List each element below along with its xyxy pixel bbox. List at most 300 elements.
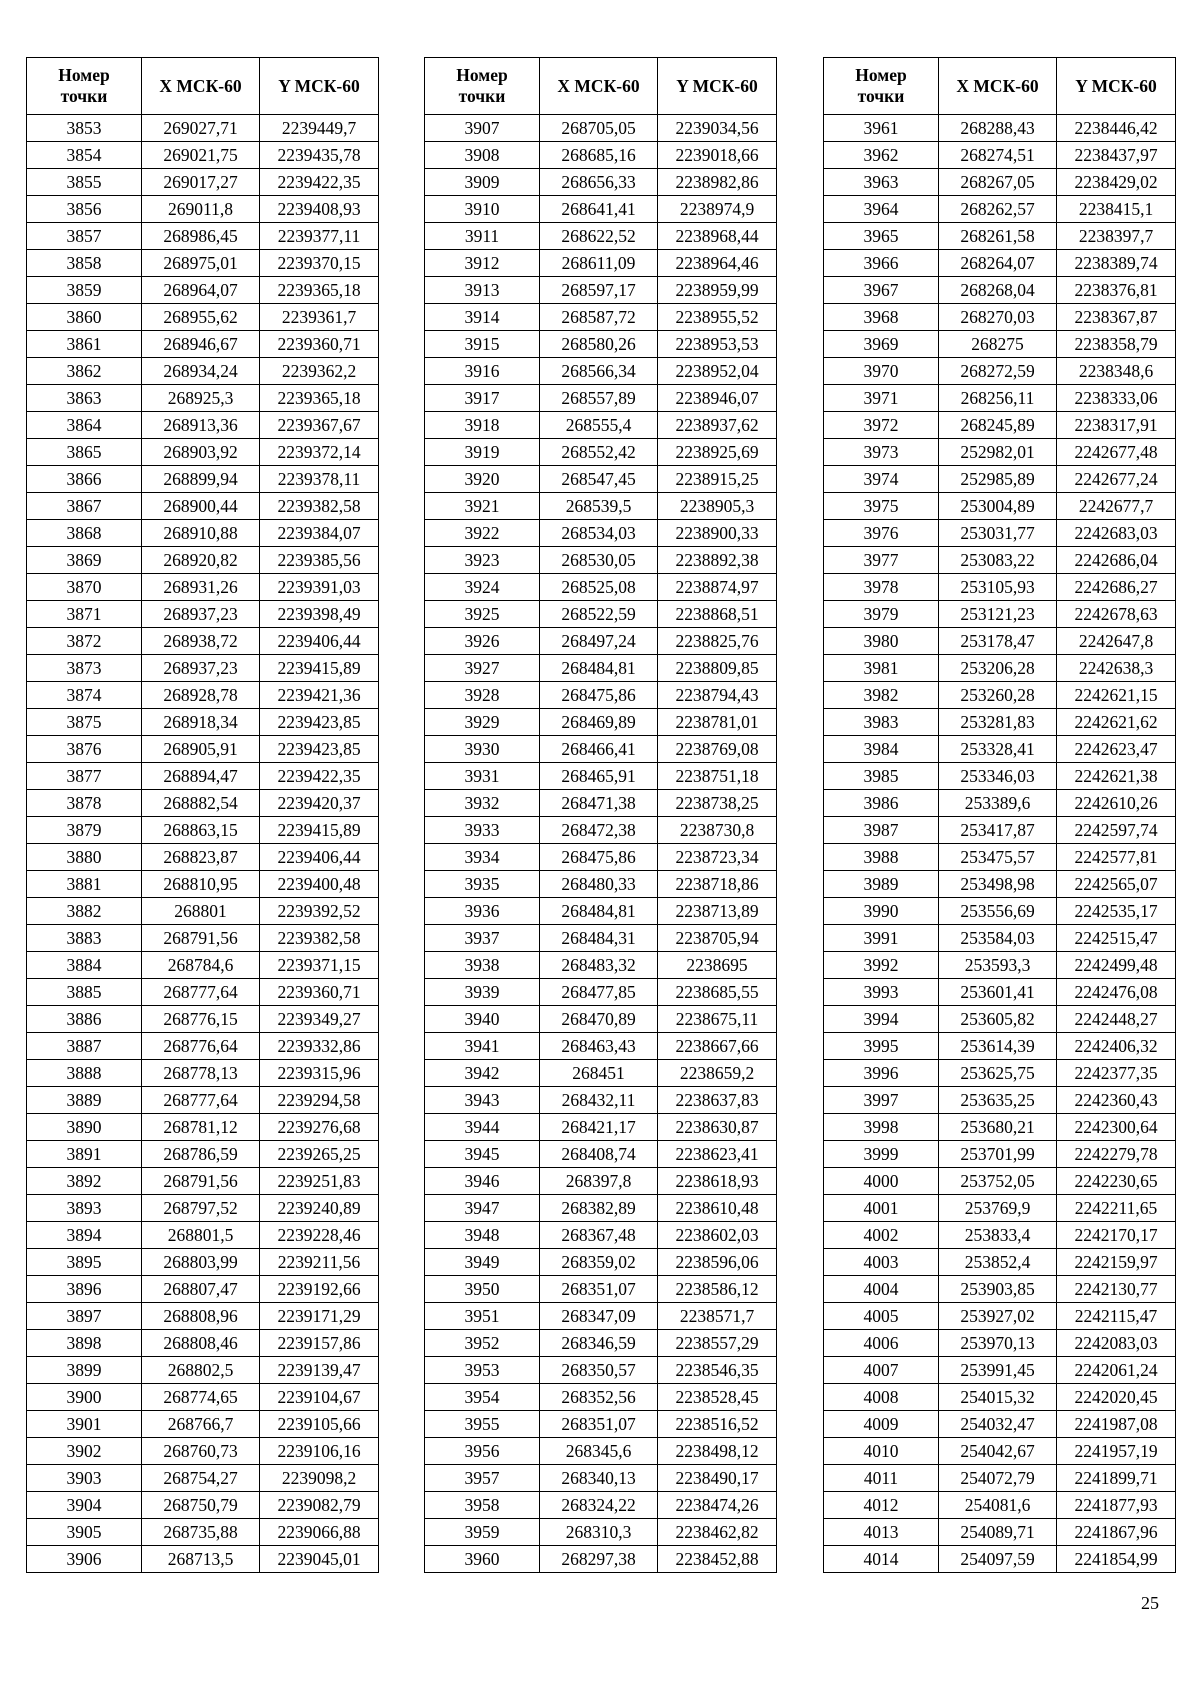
y-coordinate-cell: 2239294,58 [260,1087,379,1114]
table-row [425,1330,777,1357]
table-row [27,736,379,763]
y-coordinate-cell: 2238905,3 [658,493,777,520]
x-coordinate-cell: 268272,59 [939,358,1057,385]
point-number-header: Номер точки [425,58,540,115]
point-number-cell: 3872 [27,628,142,655]
x-coordinate-cell: 268791,56 [142,925,260,952]
table-row [824,466,1176,493]
table-row [824,1465,1176,1492]
y-coordinate-cell: 2239265,25 [260,1141,379,1168]
point-number-cell: 3947 [425,1195,540,1222]
point-number-cell: 3946 [425,1168,540,1195]
y-coordinate-cell: 2239082,79 [260,1492,379,1519]
x-coordinate-cell: 253328,41 [939,736,1057,763]
table-row [425,115,777,142]
table-row [824,250,1176,277]
y-coordinate-cell: 2242647,8 [1057,628,1176,655]
table-row [425,304,777,331]
table-row [824,925,1176,952]
y-coordinate-cell: 2239449,7 [260,115,379,142]
point-number-cell: 3925 [425,601,540,628]
x-coordinate-cell: 269021,75 [142,142,260,169]
x-coordinate-cell: 268347,09 [540,1303,658,1330]
table-row [824,1546,1176,1573]
y-coordinate-cell: 2238718,86 [658,871,777,898]
table-row [27,196,379,223]
y-coordinate-cell: 2239276,68 [260,1114,379,1141]
y-coordinate-cell: 2242678,63 [1057,601,1176,628]
y-coordinate-cell: 2239378,11 [260,466,379,493]
y-coordinate-cell: 2238446,42 [1057,115,1176,142]
point-number-cell: 3893 [27,1195,142,1222]
point-number-cell: 3934 [425,844,540,871]
x-coordinate-cell: 268802,5 [142,1357,260,1384]
x-coordinate-cell: 253475,57 [939,844,1057,871]
y-coordinate-cell: 2242683,03 [1057,520,1176,547]
x-coordinate-cell: 268408,74 [540,1141,658,1168]
y-coordinate-cell: 2242686,04 [1057,547,1176,574]
x-coordinate-cell: 268656,33 [540,169,658,196]
point-number-cell: 3916 [425,358,540,385]
table-row [824,142,1176,169]
y-coordinate-cell: 2238397,7 [1057,223,1176,250]
x-coordinate-cell: 268324,22 [540,1492,658,1519]
x-coordinate-header: X МСК-60 [142,58,260,115]
x-coordinate-cell: 268275 [939,331,1057,358]
y-coordinate-cell: 2239251,83 [260,1168,379,1195]
point-number-cell: 3897 [27,1303,142,1330]
table-row [824,1384,1176,1411]
table-row [27,331,379,358]
y-coordinate-cell: 2239362,2 [260,358,379,385]
point-number-cell: 3905 [27,1519,142,1546]
x-coordinate-cell: 253752,05 [939,1168,1057,1195]
table-row [824,277,1176,304]
point-number-cell: 3939 [425,979,540,1006]
table-row [824,763,1176,790]
point-number-cell: 3917 [425,385,540,412]
y-coordinate-cell: 2242230,65 [1057,1168,1176,1195]
y-coordinate-cell: 2238618,93 [658,1168,777,1195]
y-coordinate-cell: 2238452,88 [658,1546,777,1573]
table-row [425,1519,777,1546]
y-coordinate-cell: 2238964,46 [658,250,777,277]
x-coordinate-cell: 253701,99 [939,1141,1057,1168]
x-coordinate-cell: 268340,13 [540,1465,658,1492]
point-number-cell: 3922 [425,520,540,547]
y-coordinate-cell: 2239228,46 [260,1222,379,1249]
x-coordinate-cell: 268920,82 [142,547,260,574]
point-number-cell: 3858 [27,250,142,277]
table-row [425,466,777,493]
point-number-cell: 3940 [425,1006,540,1033]
table-row [824,709,1176,736]
x-coordinate-cell: 268735,88 [142,1519,260,1546]
point-number-cell: 3967 [824,277,939,304]
x-coordinate-cell: 268359,02 [540,1249,658,1276]
x-coordinate-cell: 268256,11 [939,385,1057,412]
x-coordinate-cell: 268797,52 [142,1195,260,1222]
point-number-cell: 3898 [27,1330,142,1357]
point-number-cell: 3902 [27,1438,142,1465]
table-row [27,1222,379,1249]
point-number-cell: 3996 [824,1060,939,1087]
x-coordinate-cell: 268530,05 [540,547,658,574]
x-coordinate-cell: 268382,89 [540,1195,658,1222]
y-coordinate-cell: 2238738,25 [658,790,777,817]
y-coordinate-cell: 2238630,87 [658,1114,777,1141]
point-number-cell: 3896 [27,1276,142,1303]
x-coordinate-cell: 268477,85 [540,979,658,1006]
point-number-cell: 3868 [27,520,142,547]
y-coordinate-cell: 2239392,52 [260,898,379,925]
x-coordinate-cell: 268946,67 [142,331,260,358]
x-coordinate-cell: 268705,05 [540,115,658,142]
y-coordinate-cell: 2238389,74 [1057,250,1176,277]
y-coordinate-cell: 2238809,85 [658,655,777,682]
table-row [27,1114,379,1141]
point-number-cell: 3878 [27,790,142,817]
table-row [27,763,379,790]
y-coordinate-cell: 2239106,16 [260,1438,379,1465]
point-number-header: Номер точки [27,58,142,115]
point-number-cell: 3943 [425,1087,540,1114]
point-number-cell: 4004 [824,1276,939,1303]
table-row [27,1519,379,1546]
point-number-cell: 3910 [425,196,540,223]
table-row [824,898,1176,925]
point-number-cell: 3856 [27,196,142,223]
x-coordinate-cell: 268937,23 [142,601,260,628]
y-coordinate-cell: 2238868,51 [658,601,777,628]
y-coordinate-cell: 2239349,27 [260,1006,379,1033]
y-coordinate-cell: 2238659,2 [658,1060,777,1087]
y-coordinate-cell: 2241957,19 [1057,1438,1176,1465]
y-coordinate-cell: 2238516,52 [658,1411,777,1438]
x-coordinate-cell: 268808,46 [142,1330,260,1357]
x-coordinate-cell: 268791,56 [142,1168,260,1195]
x-coordinate-cell: 268261,58 [939,223,1057,250]
table-row [824,655,1176,682]
table-row [425,1465,777,1492]
table-row [425,142,777,169]
x-coordinate-cell: 268931,26 [142,574,260,601]
page-number: 25 [1141,1593,1159,1613]
table-row [27,1249,379,1276]
point-number-cell: 3961 [824,115,939,142]
point-number-cell: 4001 [824,1195,939,1222]
point-number-cell: 3866 [27,466,142,493]
table-row [27,466,379,493]
point-number-cell: 3997 [824,1087,939,1114]
y-coordinate-cell: 2238474,26 [658,1492,777,1519]
x-coordinate-cell: 253680,21 [939,1114,1057,1141]
table-row [27,493,379,520]
y-coordinate-cell: 2242621,15 [1057,682,1176,709]
table-row [824,547,1176,574]
table-row [425,169,777,196]
y-coordinate-cell: 2238874,97 [658,574,777,601]
y-coordinate-cell: 2238490,17 [658,1465,777,1492]
table-row [27,709,379,736]
x-coordinate-cell: 268245,89 [939,412,1057,439]
y-coordinate-cell: 2238892,38 [658,547,777,574]
point-number-cell: 3906 [27,1546,142,1573]
y-coordinate-cell: 2238769,08 [658,736,777,763]
x-coordinate-cell: 268351,07 [540,1276,658,1303]
y-coordinate-cell: 2242130,77 [1057,1276,1176,1303]
point-number-cell: 3948 [425,1222,540,1249]
table-row [824,1249,1176,1276]
point-number-cell: 3915 [425,331,540,358]
point-number-cell: 3932 [425,790,540,817]
x-coordinate-cell: 268918,34 [142,709,260,736]
y-coordinate-cell: 2238623,41 [658,1141,777,1168]
table-row [824,1357,1176,1384]
point-number-cell: 4008 [824,1384,939,1411]
table-row [824,1168,1176,1195]
table-row [425,520,777,547]
x-coordinate-cell: 254032,47 [939,1411,1057,1438]
y-coordinate-cell: 2242170,17 [1057,1222,1176,1249]
y-coordinate-cell: 2241867,96 [1057,1519,1176,1546]
y-coordinate-cell: 2238825,76 [658,628,777,655]
y-coordinate-cell: 2238730,8 [658,817,777,844]
y-coordinate-cell: 2239066,88 [260,1519,379,1546]
point-number-cell: 3941 [425,1033,540,1060]
table-row [27,1276,379,1303]
x-coordinate-cell: 268484,81 [540,655,658,682]
table-row [824,1114,1176,1141]
table-row [425,655,777,682]
y-coordinate-cell: 2238546,35 [658,1357,777,1384]
y-coordinate-cell: 2239360,71 [260,331,379,358]
point-number-cell: 3882 [27,898,142,925]
x-coordinate-cell: 268432,11 [540,1087,658,1114]
point-number-cell: 3950 [425,1276,540,1303]
x-coordinate-cell: 268352,56 [540,1384,658,1411]
point-number-cell: 3933 [425,817,540,844]
y-coordinate-cell: 2239423,85 [260,736,379,763]
table-row [425,952,777,979]
table-row [824,358,1176,385]
table-row [27,1033,379,1060]
x-coordinate-cell: 253601,41 [939,979,1057,1006]
table-row [27,898,379,925]
x-coordinate-cell: 268346,59 [540,1330,658,1357]
table-row [27,439,379,466]
point-number-cell: 3903 [27,1465,142,1492]
x-coordinate-cell: 268823,87 [142,844,260,871]
table-header-row [27,58,379,115]
y-coordinate-cell: 2239422,35 [260,763,379,790]
x-coordinate-cell: 268807,47 [142,1276,260,1303]
x-coordinate-cell: 268760,73 [142,1438,260,1465]
y-coordinate-cell: 2239415,89 [260,817,379,844]
table-row [425,1222,777,1249]
y-coordinate-cell: 2238982,86 [658,169,777,196]
y-coordinate-cell: 2239420,37 [260,790,379,817]
point-number-cell: 3914 [425,304,540,331]
y-coordinate-cell: 2238713,89 [658,898,777,925]
table-row [425,682,777,709]
point-number-cell: 4011 [824,1465,939,1492]
point-number-header: Номер точки [824,58,939,115]
y-coordinate-cell: 2239360,71 [260,979,379,1006]
table-row [824,1330,1176,1357]
point-number-cell: 3894 [27,1222,142,1249]
point-number-cell: 3977 [824,547,939,574]
point-number-cell: 3862 [27,358,142,385]
point-number-cell: 3886 [27,1006,142,1033]
point-number-cell: 3857 [27,223,142,250]
point-number-cell: 3983 [824,709,939,736]
y-coordinate-cell: 2239421,36 [260,682,379,709]
y-coordinate-cell: 2238358,79 [1057,331,1176,358]
table-row [425,817,777,844]
point-number-cell: 3989 [824,871,939,898]
x-coordinate-cell: 268475,86 [540,682,658,709]
point-number-cell: 3956 [425,1438,540,1465]
x-coordinate-cell: 268774,65 [142,1384,260,1411]
x-coordinate-cell: 268534,03 [540,520,658,547]
point-number-cell: 3861 [27,331,142,358]
table-row [27,1492,379,1519]
point-number-cell: 3888 [27,1060,142,1087]
point-number-cell: 3918 [425,412,540,439]
x-coordinate-cell: 268288,43 [939,115,1057,142]
y-coordinate-cell: 2239372,14 [260,439,379,466]
table-row [824,979,1176,1006]
y-coordinate-cell: 2239370,15 [260,250,379,277]
y-coordinate-cell: 2242677,24 [1057,466,1176,493]
y-coordinate-cell: 2238557,29 [658,1330,777,1357]
table-row [824,1492,1176,1519]
y-coordinate-cell: 2239211,56 [260,1249,379,1276]
table-row [425,709,777,736]
table-row [425,1357,777,1384]
x-coordinate-cell: 268713,5 [142,1546,260,1573]
point-number-cell: 3945 [425,1141,540,1168]
x-coordinate-cell: 253031,77 [939,520,1057,547]
table-row [425,1546,777,1573]
y-coordinate-cell: 2242499,48 [1057,952,1176,979]
x-coordinate-cell: 253498,98 [939,871,1057,898]
y-coordinate-cell: 2242279,78 [1057,1141,1176,1168]
y-coordinate-cell: 2238348,6 [1057,358,1176,385]
x-coordinate-cell: 253004,89 [939,493,1057,520]
y-coordinate-cell: 2239171,29 [260,1303,379,1330]
table-row [27,655,379,682]
table-row [824,952,1176,979]
y-coordinate-cell: 2239157,86 [260,1330,379,1357]
point-number-cell: 3867 [27,493,142,520]
y-coordinate-cell: 2242476,08 [1057,979,1176,1006]
x-coordinate-cell: 268784,6 [142,952,260,979]
point-number-cell: 3900 [27,1384,142,1411]
point-number-cell: 3938 [425,952,540,979]
point-number-cell: 4006 [824,1330,939,1357]
point-number-cell: 4003 [824,1249,939,1276]
table-row [824,1087,1176,1114]
x-coordinate-cell: 268262,57 [939,196,1057,223]
x-coordinate-cell: 268938,72 [142,628,260,655]
point-number-cell: 3883 [27,925,142,952]
table-row [27,790,379,817]
y-coordinate-cell: 2238610,48 [658,1195,777,1222]
x-coordinate-cell: 268808,96 [142,1303,260,1330]
table-row [27,628,379,655]
y-coordinate-cell: 2238794,43 [658,682,777,709]
point-number-cell: 3971 [824,385,939,412]
y-coordinate-cell: 2242211,65 [1057,1195,1176,1222]
x-coordinate-cell: 253206,28 [939,655,1057,682]
point-number-cell: 3936 [425,898,540,925]
y-coordinate-cell: 2242515,47 [1057,925,1176,952]
y-coordinate-cell: 2238602,03 [658,1222,777,1249]
table-row [27,1465,379,1492]
y-coordinate-cell: 2238586,12 [658,1276,777,1303]
y-coordinate-cell: 2238528,45 [658,1384,777,1411]
x-coordinate-cell: 268777,64 [142,979,260,1006]
x-coordinate-cell: 268955,62 [142,304,260,331]
table-row [425,1411,777,1438]
table-row [425,1438,777,1465]
table-row [425,412,777,439]
y-coordinate-cell: 2238953,53 [658,331,777,358]
x-coordinate-cell: 268986,45 [142,223,260,250]
y-coordinate-cell: 2239315,96 [260,1060,379,1087]
y-coordinate-cell: 2242020,45 [1057,1384,1176,1411]
point-number-cell: 3984 [824,736,939,763]
point-number-cell: 3875 [27,709,142,736]
table-row [824,1303,1176,1330]
y-coordinate-cell: 2242406,32 [1057,1033,1176,1060]
table-row [27,952,379,979]
x-coordinate-cell: 268934,24 [142,358,260,385]
table-row [824,1411,1176,1438]
x-coordinate-cell: 268810,95 [142,871,260,898]
x-coordinate-cell: 268928,78 [142,682,260,709]
table-row [27,223,379,250]
x-coordinate-cell: 268766,7 [142,1411,260,1438]
table-row [824,439,1176,466]
table-row [425,898,777,925]
x-coordinate-cell: 268611,09 [540,250,658,277]
x-coordinate-cell: 268475,86 [540,844,658,871]
point-number-cell: 3929 [425,709,540,736]
point-number-cell: 3853 [27,115,142,142]
point-number-cell: 3926 [425,628,540,655]
x-coordinate-cell: 268937,23 [142,655,260,682]
y-coordinate-cell: 2242621,38 [1057,763,1176,790]
table-row [27,1195,379,1222]
table-row [425,331,777,358]
point-number-cell: 3975 [824,493,939,520]
table-row [824,1060,1176,1087]
table-row [425,628,777,655]
table-row [425,493,777,520]
table-row [425,601,777,628]
y-coordinate-cell: 2238415,1 [1057,196,1176,223]
y-coordinate-cell: 2241899,71 [1057,1465,1176,1492]
point-number-cell: 3995 [824,1033,939,1060]
x-coordinate-cell: 269017,27 [142,169,260,196]
point-number-cell: 3990 [824,898,939,925]
y-coordinate-cell: 2239045,01 [260,1546,379,1573]
table-row [27,1357,379,1384]
y-coordinate-cell: 2238952,04 [658,358,777,385]
